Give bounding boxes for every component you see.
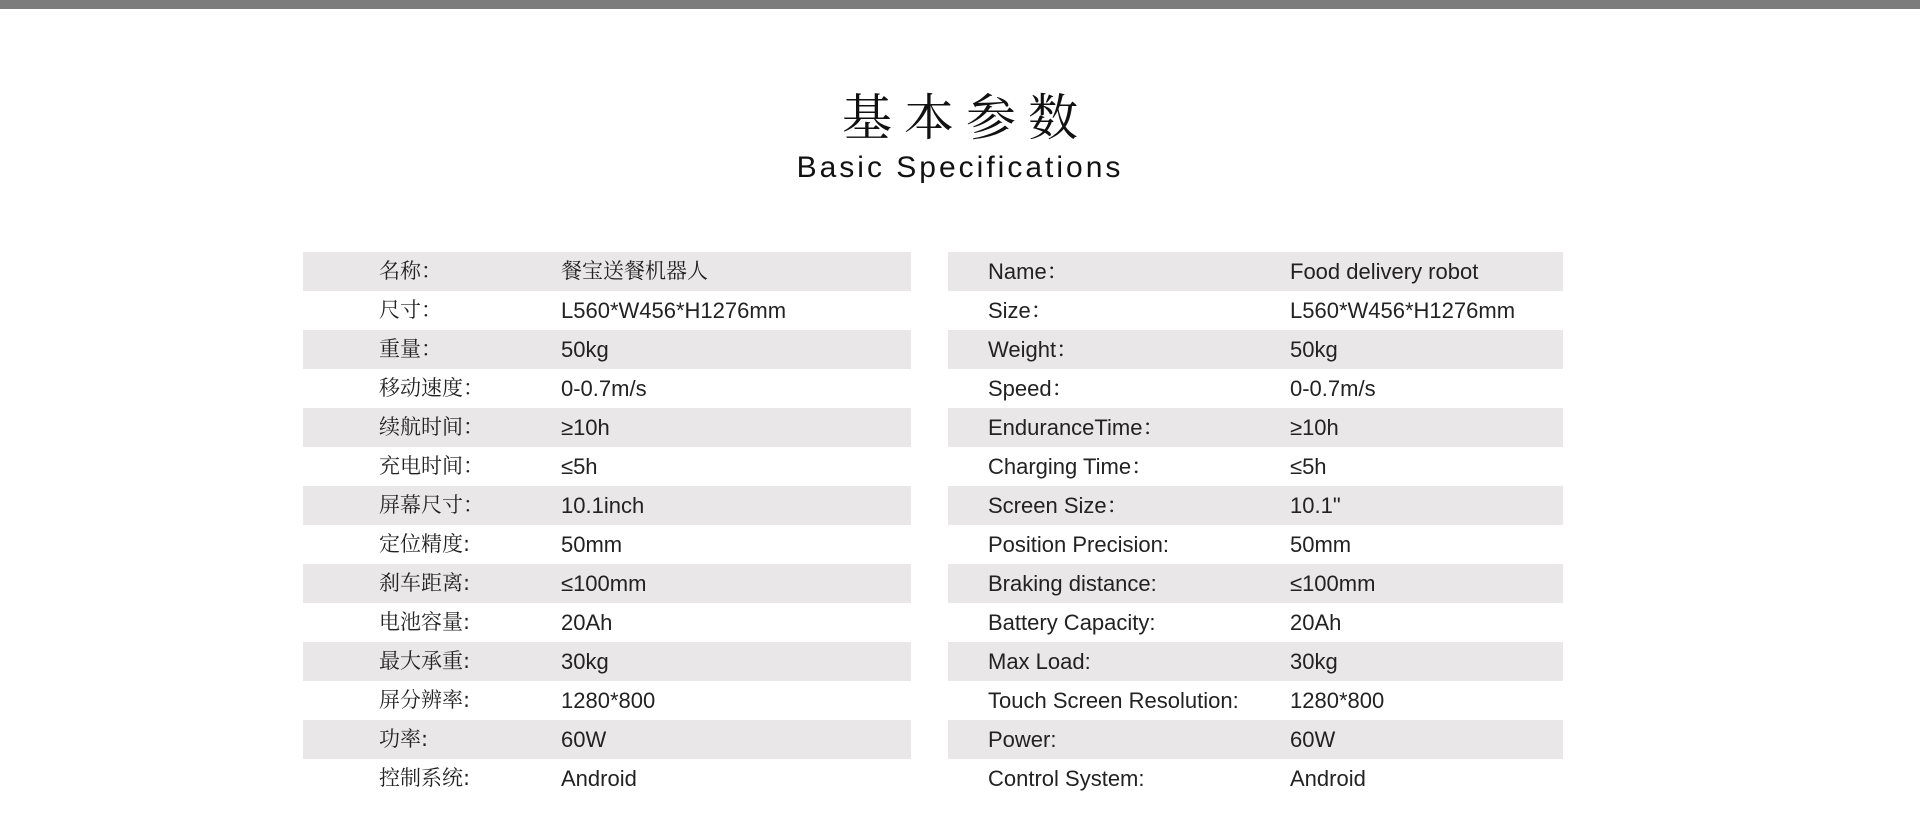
spec-table-english	[948, 252, 1563, 798]
spec-value: L560*W456*H1276mm	[561, 298, 787, 323]
top-bar	[0, 0, 1920, 9]
spec-value: 餐宝送餐机器人	[561, 259, 708, 283]
spec-value: ≤100mm	[1290, 571, 1376, 596]
spec-label: 最大承重:	[379, 649, 471, 673]
spec-label: 刹车距离:	[379, 571, 471, 595]
spec-label: 移动速度：	[379, 376, 484, 400]
spec-label: Position Precision:	[988, 532, 1169, 557]
spec-row	[948, 681, 1563, 720]
spec-label: Control System:	[988, 766, 1145, 791]
spec-value: Android	[1290, 766, 1366, 791]
spec-label: 屏幕尺寸：	[379, 493, 484, 517]
spec-value: ≤5h	[1290, 454, 1327, 479]
spec-value: ≥10h	[1290, 415, 1339, 440]
spec-label: 屏分辨率:	[379, 688, 471, 712]
spec-value: 60W	[561, 727, 607, 752]
spec-value: L560*W456*H1276mm	[1290, 298, 1516, 323]
spec-row	[303, 681, 911, 720]
spec-label: 尺寸：	[379, 298, 442, 322]
spec-row	[303, 447, 911, 486]
spec-value: ≥10h	[561, 415, 610, 440]
spec-row	[948, 252, 1563, 291]
spec-value: 20Ah	[1290, 610, 1342, 635]
spec-row	[303, 330, 911, 369]
spec-row	[303, 486, 911, 525]
page-title-english: Basic Specifications	[796, 151, 1124, 184]
spec-row	[303, 252, 911, 291]
spec-row	[948, 642, 1563, 681]
spec-row	[303, 525, 911, 564]
spec-value: 50mm	[1290, 532, 1352, 557]
spec-label: 控制系统:	[379, 766, 471, 790]
spec-row	[303, 642, 911, 681]
spec-label: Braking distance:	[988, 571, 1157, 596]
spec-value: 50mm	[561, 532, 623, 557]
spec-label: Name：	[988, 259, 1069, 284]
spec-label: Battery Capacity:	[988, 610, 1156, 635]
spec-row	[948, 564, 1563, 603]
spec-row	[948, 330, 1563, 369]
spec-label: Speed：	[988, 376, 1074, 401]
spec-row	[303, 720, 911, 759]
spec-row	[303, 564, 911, 603]
spec-value: 50kg	[1290, 337, 1338, 362]
spec-value: Android	[561, 766, 637, 791]
spec-label: Power:	[988, 727, 1057, 752]
spec-label: Charging Time：	[988, 454, 1154, 479]
spec-value: 0-0.7m/s	[1290, 376, 1376, 401]
spec-value: 50kg	[561, 337, 609, 362]
spec-label: Touch Screen Resolution:	[988, 688, 1239, 713]
spec-value: 1280*800	[561, 688, 656, 713]
spec-value: 60W	[1290, 727, 1336, 752]
spec-row	[948, 603, 1563, 642]
spec-label: 充电时间：	[379, 454, 484, 478]
spec-value: ≤100mm	[561, 571, 647, 596]
spec-row	[948, 369, 1563, 408]
page-title-chinese: 基本参数	[842, 89, 1090, 147]
spec-label: 电池容量:	[379, 610, 471, 634]
spec-label: 续航时间：	[379, 415, 484, 439]
spec-row	[303, 408, 911, 447]
spec-row	[948, 525, 1563, 564]
spec-value: 1280*800	[1290, 688, 1385, 713]
spec-label: 功率:	[379, 727, 429, 751]
spec-row	[303, 369, 911, 408]
spec-value: Food delivery robot	[1290, 259, 1479, 284]
spec-row	[948, 759, 1563, 798]
spec-value: 10.1"	[1290, 493, 1341, 518]
spec-row	[948, 291, 1563, 330]
spec-label: Screen Size：	[988, 493, 1129, 518]
spec-row	[948, 720, 1563, 759]
spec-value: ≤5h	[561, 454, 598, 479]
spec-row	[303, 603, 911, 642]
spec-table-chinese	[303, 252, 911, 798]
spec-label: EnduranceTime：	[988, 415, 1165, 440]
spec-row	[948, 447, 1563, 486]
spec-label: Max Load:	[988, 649, 1091, 674]
spec-value: 0-0.7m/s	[561, 376, 647, 401]
spec-label: 名称：	[379, 259, 442, 283]
spec-value: 10.1inch	[561, 493, 645, 518]
spec-row	[303, 291, 911, 330]
spec-label: 重量：	[379, 337, 442, 361]
spec-row	[948, 486, 1563, 525]
spec-value: 30kg	[561, 649, 609, 674]
spec-label: Weight：	[988, 337, 1079, 362]
spec-label: 定位精度:	[379, 532, 471, 556]
spec-row	[303, 759, 911, 798]
spec-value: 20Ah	[561, 610, 613, 635]
spec-row	[948, 408, 1563, 447]
spec-value: 30kg	[1290, 649, 1338, 674]
spec-label: Size：	[988, 298, 1053, 323]
